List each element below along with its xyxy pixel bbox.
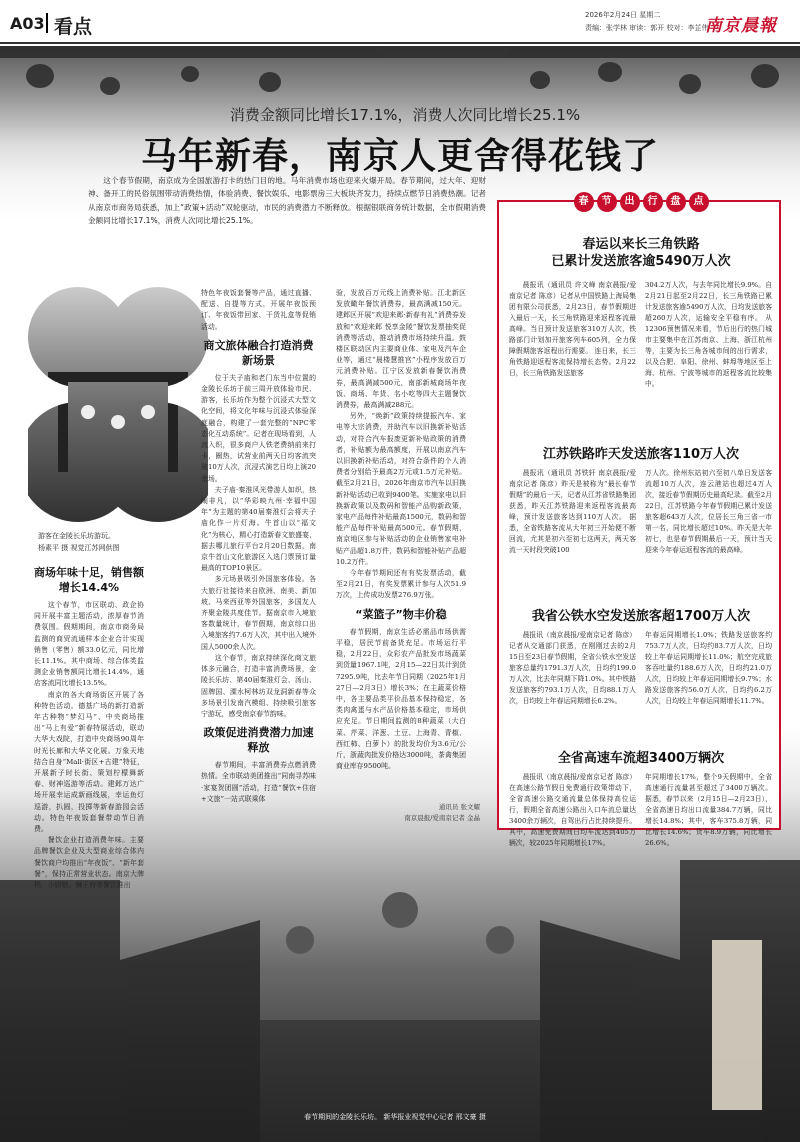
box-tag — [551, 192, 731, 214]
paragraph: 春节期间，丰富消费券点燃消费热情。全市联动美团推出“同南寻苏味·家宴贺团圆”活动，打造“餐饮+住宿+文旅”一站式联乘体 — [201, 761, 316, 803]
paragraph: 验，发放百万元线上消费补贴。江北新区发放瞰年餐饮消费券，最高满减150元。建邺区开展“欢迎来邺·新春有礼”消费券发放和“欢迎来邺 悦享金陵”餐饮发票抽奖促消费等活动，推动消费市场持续升温。鼓楼区联动区内主要商业体、家电及汽车企业等，通过“晨楼慧推宫”小程序发放百万元消费补贴。江宁区发放新春餐饮消费券，最高满减500元，南部新城商场年夜饭、商场、年货、名小吃等四大主题餐饮消费券，最高满减288元。 — [336, 289, 466, 410]
paragraph: 晨报讯（通讯员 许文峰 南京晨报/爱南京记者 陈彦）记者从中国铁路上海局集团有限公司获悉，2月23日，春节假期进入最后一天，长三角铁路迎来返程客流最高峰。当日预计发送旅客310万人次，铁路部门计划加开旅客列车605列，全力保障假期旅客返程出行需要。 连日来，长三角铁路迎返程客流保持增长态势。2月22日，长三角铁路发送旅客 — [509, 281, 636, 377]
section-heading: 商文旅体融合打造消费新场景 — [203, 338, 314, 367]
paragraph: 特色年夜饭套餐等产品，通过直播、配送、自提等方式，开展年夜饭预订、年夜饭带回家、干货礼盒等促销活动。 — [201, 289, 316, 331]
issue-date: 2026年2月24日 星期二 — [585, 11, 661, 19]
article-lead: 这个春节假期，南京成为全国旅游打卡的热门目的地。马年消费市场也迎来火爆开局。春节期间，过大年、迎财神、备开工的民俗氛围带动消费热情，体验消费、餐饮娱乐、电影票房三大板块齐发力，持续点燃节日消费热潮。记者从南京市商务局获悉，加上“政策+活动”双轮驱动，市民的消费潜力不断释放。根据银联商务统计数据，全市假期消费金额同比增长17.1%，消费人次同比增长25.1%。 — [88, 176, 486, 226]
tag-char: 点 — [689, 192, 709, 212]
sidebar-story-2-col2 — [645, 468, 772, 596]
masthead-divider — [46, 13, 48, 33]
section-heading: 政策促进消费潜力加速释放 — [203, 726, 314, 755]
byline-line1: 通讯员 张文耀 — [438, 803, 480, 811]
sidebar-story-4-col1 — [509, 772, 636, 847]
masthead — [0, 0, 800, 44]
tag-char: 盘 — [666, 192, 686, 212]
sidebar-story-2-title: 江苏铁路昨天发送旅客110万人次 — [542, 447, 740, 462]
sidebar-story-4-col2 — [645, 772, 772, 847]
tag-char: 行 — [643, 192, 663, 212]
paragraph: 晨报讯（通讯员 苏铁轩 南京晨报/爱南京记者 陈彦）昨天是被称为“最长春节假期”的最后一天，记者从江苏省铁路集团获悉，昨天江苏铁路迎来返程客流最高峰，预计发送旅客达到110万人次。 据悉，全省铁路客流从大年初三开始便不断回流，尤其是初六至初七这两天，两天客流一天时段突破100 — [509, 469, 636, 554]
paragraph: 这个春节，南京持续深化商文旅体多元融合，打造丰富消费场景，金陵长乐坊、第40届秦淮灯会、汤山、固牌国、溧水柯林坊双龙洞新春等众多场景引发南汽模组、持续吸引旅客宁游玩，感受南京春节韵味。 — [201, 653, 316, 718]
tag-char: 节 — [597, 192, 617, 212]
photo-caption-line2: 杨素平 摄 视觉江苏网供图 — [38, 544, 120, 552]
paragraph: 晨报讯（南京晨报/爱南京记者 陈彦）在高速公路节假日免费通行政策带动下，全省高速公路交通流量总体保持高位运行，假期全省高速公路出入口车流总量达3400余万辆次，自驾出行占比持续提升。其中，高速免费期间日均车流达到405万辆次，较2025年同期增长17%。 — [509, 773, 636, 847]
sidebar-story-3-title: 我省公铁水空发送旅客超1700万人次 — [531, 609, 751, 624]
photo-caption — [38, 530, 208, 554]
sidebar-story-3-col1 — [509, 630, 636, 750]
tag-char: 春 — [574, 192, 594, 212]
section-title: 看点 — [54, 16, 93, 38]
photo-caption-line1: 游客在金陵长乐坊游玩。 — [38, 532, 115, 540]
paragraph: 多元场景吸引外国旅客体验。各大旅行社接待来自欧洲、南美、新加坡、马来西亚等外国旅客，多国友人齐聚金陵共度佳节。据南京市入境旅客数量统计，春节假期，南京综口出入境旅客约7.6万人次，其中出入境外国人5000余人次。 — [201, 575, 316, 651]
sidebar-story-4-title: 全省高速车流超3400万辆次 — [557, 751, 725, 766]
paragraph: 304.2万人次，与去年同比增长9.9%。自2月21日起至2月22日，长三角铁路已累计发送旅客逾5490万人次，日均发送旅客超260万人次，运输安全平稳有序。 从12306预售情况来看，节后出行的热门城市主要集中在江苏南京、上海、浙江杭州等，主要为长三角各城市间的出行需求，以及合肥、阜阳、徐州、蚌埠等地区至上海、杭州、宁波等城市的返程客流比较集中。 — [645, 281, 772, 388]
byline-line2: 南京晨报/爱南京记者 金晶 — [404, 814, 480, 822]
sidebar-story-1-title — [509, 236, 773, 270]
section-heading: 商场年味十足，销售额增长14.4% — [34, 566, 144, 594]
page-number: A03 — [10, 14, 45, 33]
travel-summary-box — [497, 196, 781, 847]
paragraph: 位于夫子庙和老门东当中位置的金陵长乐坊于前三周开放体验市民、游客，长乐坊作为整个沉浸式大型文化空间，将文化年味与沉浸式体验深度融合，构建了一套完整的“NPC零态化互动系统”。记者在现场看到，人流入织，很多商户人铁老费纳前来打卡，圈热，试营业前两天日均客流突破10万人次，沉浸式演艺日均上演20余场。 — [201, 373, 316, 483]
article-headline: 马年新春，南京人更舍得花钱了 — [140, 136, 659, 177]
tag-char: 出 — [620, 192, 640, 212]
editor-credits: 责编：张学林 审读：郭开 校对：李芷伟 — [585, 24, 709, 32]
article-subhead: 消费金额同比增长17.1%，消费人次同比增长25.1% — [229, 106, 581, 124]
sidebar-story-1-col2 — [645, 280, 772, 444]
paragraph: 年同期增长17%，整个9天假期中，全省高速通行流量甚至超过了3400万辆次。 据悉，春节以来（2月15日—2月23日），全省高速日均出口流量384.7万辆，同比增长14.8%；其中，客车375.8万辆，同比增长14.6%；货车8.9万辆，同比增长26.6%。 — [645, 773, 772, 847]
paragraph: 今年春节期间还有有奖发票活动，截至2月21日，有奖发票累计参与人次51.9万次，上传成功发票276.9万张。 — [336, 569, 466, 600]
title-line: 春运以来长三角铁路 — [582, 237, 700, 252]
bottom-photo-caption: 春节期间的金陵长乐坊。 新华报业视觉中心记者 邢文豪 摄 — [304, 1113, 486, 1121]
sidebar-story-1-col1 — [509, 280, 636, 444]
article-column-2 — [201, 288, 316, 1088]
paragraph: 年春运同期增长1.0%；铁路发送旅客约753.7万人次，日均约83.7万人次，日均较上年春运同期增长11.0%；航空完成旅客吞吐量约188.6万人次，日均约21.0万人次，日均较上年春运同期增长9.7%；水路发送旅客约56.0万人次，日均约6.2万人次，日均较上年春运同期增长11.7%。 — [645, 631, 772, 705]
section-heading: “菜篮子”物丰价稳 — [355, 607, 447, 621]
article-column-1 — [34, 560, 144, 1100]
paragraph: 万人次。徐州东站初六至初八单日发送客流超10万人次，连云港站也超过4万人次，接近春节假期历史最高纪录。截至2月22日，江苏铁路今年春节假期已累计发送旅客超643万人次，位居长三角三省一市第一名，同比增长超过10%。昨天是大年初七，也是春节假期最后一天，预计当天迎来今年春运返程客流的最高峰。 — [645, 469, 772, 554]
newspaper-logo: 南京晨報 — [705, 16, 777, 36]
article-column-3 — [336, 288, 466, 798]
title-line: 已累计发送旅客逾5490万人次 — [551, 254, 731, 269]
article-byline — [335, 802, 480, 824]
sidebar-story-3-col2 — [645, 630, 772, 750]
sidebar-story-2-col1 — [509, 468, 636, 596]
paragraph: 夫子庙·秦淮风光带游人如织，热闹非凡，以“华彩映九州·幸福中国年”为主题的第40届秦淮灯会将夫子庙化作一片灯海。牛首山以“福文化”为核心，精心打造新春文旅盛宴，据去哪儿旅行平台2月20日数据，南京牛首山文化旅游区入选门票预订量最高的TOP10景区。 — [201, 485, 316, 573]
garden-photo — [28, 282, 208, 524]
paragraph: 餐饮企业打造消费年味。主要品牌餐饮企业及大型商业综合体内餐饮商户均推出“年夜饭”、“新年套餐”，保持正常营业状态。南京大牌档、小厨娘、狮王府等餐饮推出 — [34, 836, 144, 890]
paragraph: 南京的各大商场街区开展了各种特色活动。德基广场的新打造新年古种物“梦幻马”、中央商场推出“马上有爱”新春特展活动，联动大华大戏院，打造中央商场90周年时光长廊和大华文化展。万象天地结合自身“Mall·街区+古建”特征，开展新子时长街、策划柠檬舞新春、财神巡游等活动。建邺万达广场开展幸运成新画线展，幸运鱼灯巡游，扒圆，投掷等新春游园会活动。特色年夜饭套餐带动节日消费。 — [34, 690, 144, 834]
paragraph: 春节假期，南京生活必需品市场供需平稳，居民节前备货充足。市场运行平稳，2月22日，众彩农产品批发市场蔬菜到货量1967.1吨，2月15—22日共计到货7295.9吨，比去年节日同期（2025年1月27日—2月3日）增长3%；在主蔬菜价格中，各主要品类平价品基本保持稳定，各类肉禽蛋与水产品价格基本稳定，市场供应充足。节日期间监测的8种蔬菜（大白菜、芹菜、洋葱、土豆、上海青、青椒、西红柿、白萝卜）的批发均价为3.6元/公斤，浙蔬肉批发价格达3000吨，茶禽集团商业库存9500吨。 — [336, 627, 466, 771]
paragraph: 晨报讯（南京晨报/爱南京记者 陈彦）记者从交通部门获悉，在刚刚过去的2月15日至23日春节假期，全省公铁水空发送旅客总量约1791.3万人次，日均约199.0万人次，比去年同期下降1.0%。其中铁路发送旅客约793.1万人次，日均88.1万人次，日均较上年春运同期增长6.2%。 — [509, 631, 636, 705]
paragraph: 另外，“焕新”政策持续提振汽车、家电等大宗消费，并助汽车以旧换新补贴活动，对符合汽车报废更新补贴政策的消费者，补贴额为最高额度，开展以南京汽车以旧换新补贴活动，对符合条件的个人消费者分别给予最高2万元或1.5万元补贴。截至2月21日，2026年南京市汽车以旧换新补贴活动已收到9400笔。实施家电以旧换新政策以及数码和智能产品购新政策，家电产品每件补贴最高1500元，数码和智能产品每件补贴最高500元。春节假期，南京地区参与补贴活动的企业销售家电补贴产品超1.8万件，数码和智能补贴产品超10.2万件。 — [336, 412, 466, 566]
paragraph: 这个春节，市区联动、政企协同开展丰富主题活动，浓厚春节消费氛围。假期期间，南京市商务局监测的商贸流通样本企业合计实现销售（零售）额33.0亿元，同比增长11.1%。其中商场、综合体类监测企业销售额同比增长14.4%，通店客流同比增长13.5%。 — [34, 601, 144, 688]
